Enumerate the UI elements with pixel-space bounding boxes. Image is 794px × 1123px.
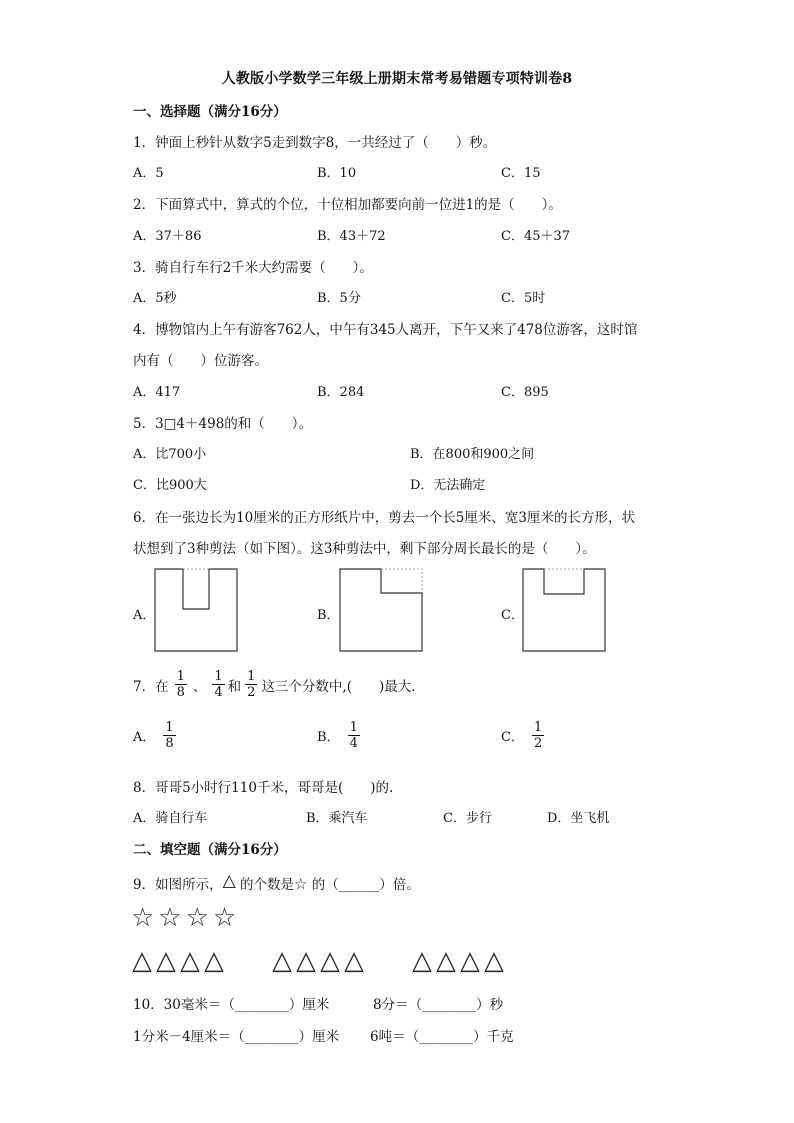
q2-option-c: C．45＋37	[501, 229, 571, 244]
q7-sep2: 和	[227, 678, 242, 695]
q7-fraction-2	[212, 669, 224, 700]
q7-fraction-3-num: 1	[247, 669, 256, 684]
q4-option-b: B．284	[317, 385, 365, 400]
q7-option-b	[317, 720, 362, 751]
q7-option-b-den: 4	[349, 736, 358, 751]
q9-stars-row: ☆☆☆☆	[131, 903, 241, 933]
question-1: 1．钟面上秒针从数字5走到数字8，一共经过了（ ）秒。	[133, 135, 497, 151]
question-10-d: 6吨＝（________）千克	[370, 1029, 514, 1045]
question-9	[133, 873, 420, 894]
question-6-line1: 6．在一张边长为10厘米的正方形纸片中，剪去一个长5厘米、宽3厘米的长方形，状	[133, 510, 635, 526]
q3-option-a: A．5秒	[133, 291, 177, 306]
section-heading-choice: 一、选择题（满分16分）	[133, 104, 287, 120]
question-4-line1: 4．博物馆内上午有游客762人，中午有345人离开，下午又来了478位游客，这时馆	[133, 322, 638, 338]
q7-sep1: 、	[192, 678, 207, 695]
section-heading-fill: 二、填空题（满分16分）	[133, 842, 287, 858]
q7-fraction-1-den: 8	[176, 685, 185, 700]
q7-option-c	[501, 720, 546, 751]
q8-option-b: B．乘汽车	[306, 811, 368, 826]
q7-fraction-1	[175, 669, 187, 700]
q4-option-c: C．895	[501, 385, 549, 400]
q9-triangles-group-3: △△△△	[412, 946, 508, 976]
question-7	[133, 669, 416, 700]
q7-option-c-den: 2	[533, 736, 543, 751]
question-8: 8．哥哥5小时行110千米，哥哥是( )的.	[133, 780, 394, 796]
q6-option-c-label: C．	[501, 608, 524, 623]
q1-option-b: B．10	[317, 166, 357, 181]
q7-option-a-label: A．	[133, 730, 156, 745]
q7-option-c-label: C．	[501, 730, 524, 745]
question-10-c: 1分米－4厘米＝（________）厘米	[133, 1029, 340, 1045]
q7-option-c-num: 1	[533, 720, 543, 735]
question-2: 2．下面算式中，算式的个位，十位相加都要向前一位进1的是（ ）。	[133, 197, 562, 213]
question-10-b: 8分＝（________）秒	[373, 997, 504, 1013]
q7-fraction-3-den: 2	[247, 685, 256, 700]
q8-option-d: D．坐飞机	[547, 811, 610, 826]
q7-option-b-num: 1	[349, 720, 358, 735]
q7-option-a-num: 1	[165, 720, 174, 735]
q6-option-a-label: A．	[133, 608, 156, 623]
q5-option-a: A．比700小	[133, 447, 207, 462]
q1-option-a: A．5	[133, 166, 164, 181]
q1-option-c: C．15	[501, 166, 541, 181]
q6-option-b-label: B．	[317, 608, 340, 623]
q9-part2: 的个数是	[239, 877, 294, 893]
question-3: 3．骑自行车行2千米大约需要（ ）。	[133, 260, 373, 276]
q7-option-b-fraction	[348, 720, 360, 751]
page-title: 人教版小学数学三年级上册期末常考易错题专项特训卷8	[221, 71, 573, 87]
q7-suffix: 这三个分数中,( )最大.	[261, 678, 416, 695]
q7-option-c-fraction	[532, 720, 544, 751]
q8-option-c: C．步行	[443, 811, 492, 826]
q7-fraction-1-num: 1	[176, 669, 185, 684]
question-4-line2: 内有（ ）位游客。	[133, 353, 268, 369]
q5-option-b: B．在800和900之间	[410, 447, 535, 462]
question-6-line2: 状想到了3种剪法（如下图）。这3种剪法中，剩下部分周长最长的是（ ）。	[133, 541, 596, 557]
q2-option-a: A．37＋86	[133, 229, 202, 244]
q7-prefix: 7．在	[133, 678, 169, 695]
q8-option-a: A．骑自行车	[133, 811, 208, 826]
q3-option-c: C．5时	[501, 291, 546, 306]
q5-option-c: C．比900大	[133, 478, 207, 493]
q9-part1: 9．如图所示，	[133, 877, 223, 893]
question-10-a: 10．30毫米＝（________）厘米	[133, 997, 330, 1013]
q4-option-a: A．417	[133, 385, 181, 400]
q7-option-a	[133, 720, 178, 751]
q7-fraction-2-den: 4	[214, 685, 223, 700]
q7-option-a-fraction	[163, 720, 175, 751]
q9-part3: 的（______）倍。	[311, 877, 420, 893]
q7-option-a-den: 8	[165, 736, 174, 751]
q3-option-b: B．5分	[317, 291, 361, 306]
q6-figure-b	[339, 568, 423, 652]
q7-fraction-2-num: 1	[214, 669, 223, 684]
q6-figure-c	[522, 568, 606, 652]
q6-figure-a	[154, 568, 238, 652]
triangle-icon: △	[222, 871, 236, 891]
q9-triangles-group-2: △△△△	[272, 946, 368, 976]
q7-option-b-label: B．	[317, 730, 340, 745]
question-5: 5．3□4＋498的和（ ）。	[133, 416, 313, 432]
q2-option-b: B．43＋72	[317, 229, 386, 244]
q9-triangles-group-1: △△△△	[132, 946, 228, 976]
q5-option-d: D．无法确定	[410, 478, 486, 493]
q7-fraction-3	[245, 669, 257, 700]
star-icon: ☆	[293, 875, 308, 893]
